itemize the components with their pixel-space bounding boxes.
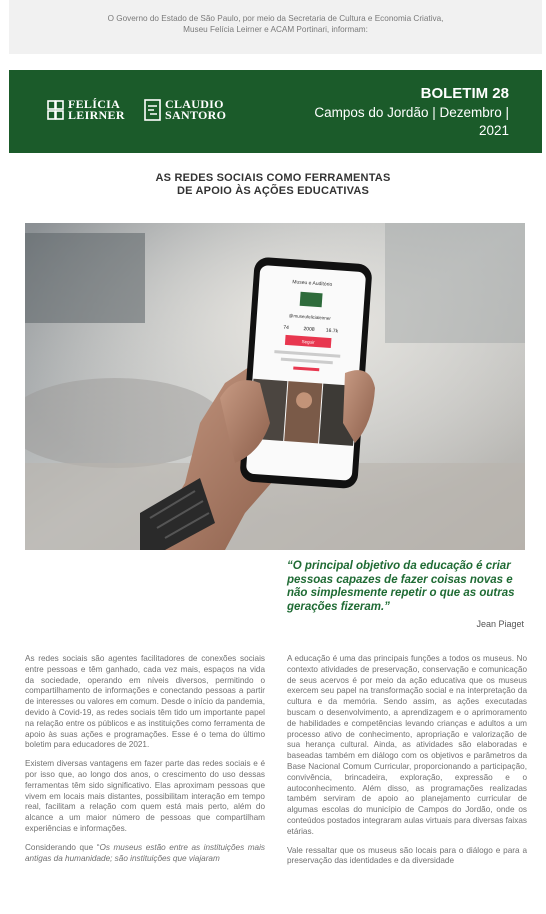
claudio-logo-line-1: CLAUDIO bbox=[165, 97, 224, 111]
claudio-logo-text bbox=[165, 99, 226, 121]
right-text-column bbox=[287, 654, 527, 875]
felicia-logo-icon bbox=[47, 99, 65, 121]
intro-box bbox=[9, 0, 542, 54]
quote-author: Jean Piaget bbox=[476, 619, 524, 629]
photo-illustration bbox=[25, 223, 525, 550]
claudio-logo-icon bbox=[144, 99, 162, 121]
phone-screen-follow: Seguir bbox=[301, 338, 315, 345]
phone-screen-handle: @museufelicialeirner bbox=[288, 313, 332, 321]
bulletin-number: BOLETIM 28 bbox=[420, 85, 509, 102]
phone-screen-stat-1: 74 bbox=[283, 324, 290, 332]
pull-quote: “O principal objetivo da educação é criar pessoas capazes de fazer coisas novas e não simplesmente repetir o que as outras gerações fizeram.” bbox=[287, 560, 515, 613]
article-title bbox=[0, 172, 546, 198]
intro-line-2: Museu Felícia Leirner e ACAM Portinari, informam: bbox=[183, 25, 368, 34]
left-paragraph-3-italic: Os museus estão entre as instituições mais antigas da humanidade; são instituições que viajaram bbox=[25, 842, 266, 863]
intro-line-1: O Governo do Estado de São Paulo, por meio da Secretaria de Cultura e Economia Criativa, bbox=[107, 14, 444, 23]
felicia-logo-line-1: FELÍCIA bbox=[68, 97, 121, 111]
location-line-2: 2021 bbox=[478, 123, 509, 138]
left-paragraph-3-start: Considerando que “ bbox=[25, 842, 100, 852]
claudio-logo-line-2: SANTORO bbox=[165, 108, 227, 122]
left-text-column bbox=[25, 654, 265, 872]
right-paragraph-1: A educação é uma das principais funções a todos os museus. No contexto atividades de preservação, conservação e comunicação de seus acervos é por meio da ação educativa que os museus exercem seu papel na transformação social e na interpretação da cultura e da memória. Sendo assim, as ações executadas buscam o desenvolvimento, a aprendizagem e o aprimoramento de habilidades e competências levando crianças e adultos a um processo ativo de conhecimento, apropriação e valorização de sua herança cultural. Ainda, as atividades são elaboradas e baseadas também em diálogo com os objetivos e parâmetros da Base Nacional Comum Curricular, proporcionando a participação, convivência, brincadeira, exploração, expressão e o autoconhecimento. Além disso, as programações realizadas também serviram de apoio ao planejamento curricular de algumas escolas do município de Campos do Jordão, onde os conteúdos postados integraram aulas virtuais para diversas faixas etárias. bbox=[287, 654, 527, 836]
hand-holding-phone-photo bbox=[25, 223, 525, 550]
felicia-logo-text bbox=[68, 99, 125, 121]
phone-screen-stat-3: 16.7k bbox=[325, 327, 339, 335]
left-paragraph-1: As redes sociais são agentes facilitadores de conexões sociais entre pessoas e têm ganhado, cada vez mais, espaços na vida da sociedade, operando em níveis diversos, permitindo o compartilhamento de informações e conectando pessoas a partir de interesses ou valores em comum. Desde o início da pandemia, devido à Covid-19, as redes sociais têm tido um importante papel na relação entre os públicos e as instituições como ferramenta de apoio às suas ações e programações. Esse é o tema do último boletim para educadores de 2021. bbox=[25, 654, 265, 750]
right-paragraph-2: Vale ressaltar que os museus são locais para o diálogo e para a preservação das identidades e da diversidade bbox=[287, 845, 527, 866]
header-banner bbox=[9, 70, 542, 153]
left-paragraph-2: Existem diversas vantagens em fazer parte das redes sociais e é por isso que, ao longo dos anos, o crescimento do uso dessas ferramentas têm sido significativo. Elas aproximam pessoas que vivem em locais mais distantes, possibilitam interação em tempo real, facilitam a relação com quem está mais perto, além do alcance a um maior número de pessoas que compartilham experiências e informações. bbox=[25, 759, 265, 833]
claudio-santoro-logo bbox=[144, 99, 226, 121]
phone-screen-stat-2: 2008 bbox=[303, 326, 315, 333]
left-paragraph-3 bbox=[25, 843, 265, 865]
felicia-logo-line-2: LEIRNER bbox=[68, 108, 125, 122]
bulletin-location-date bbox=[299, 104, 509, 140]
location-line-1: Campos do Jordão | Dezembro | bbox=[314, 105, 509, 120]
article-title-line-2: DE APOIO ÀS AÇÕES EDUCATIVAS bbox=[176, 185, 369, 197]
article-title-line-1: AS REDES SOCIAIS COMO FERRAMENTAS bbox=[155, 172, 391, 184]
phone-screen-header: Museu e Auditório bbox=[292, 279, 333, 288]
felicia-leirner-logo bbox=[47, 99, 125, 121]
